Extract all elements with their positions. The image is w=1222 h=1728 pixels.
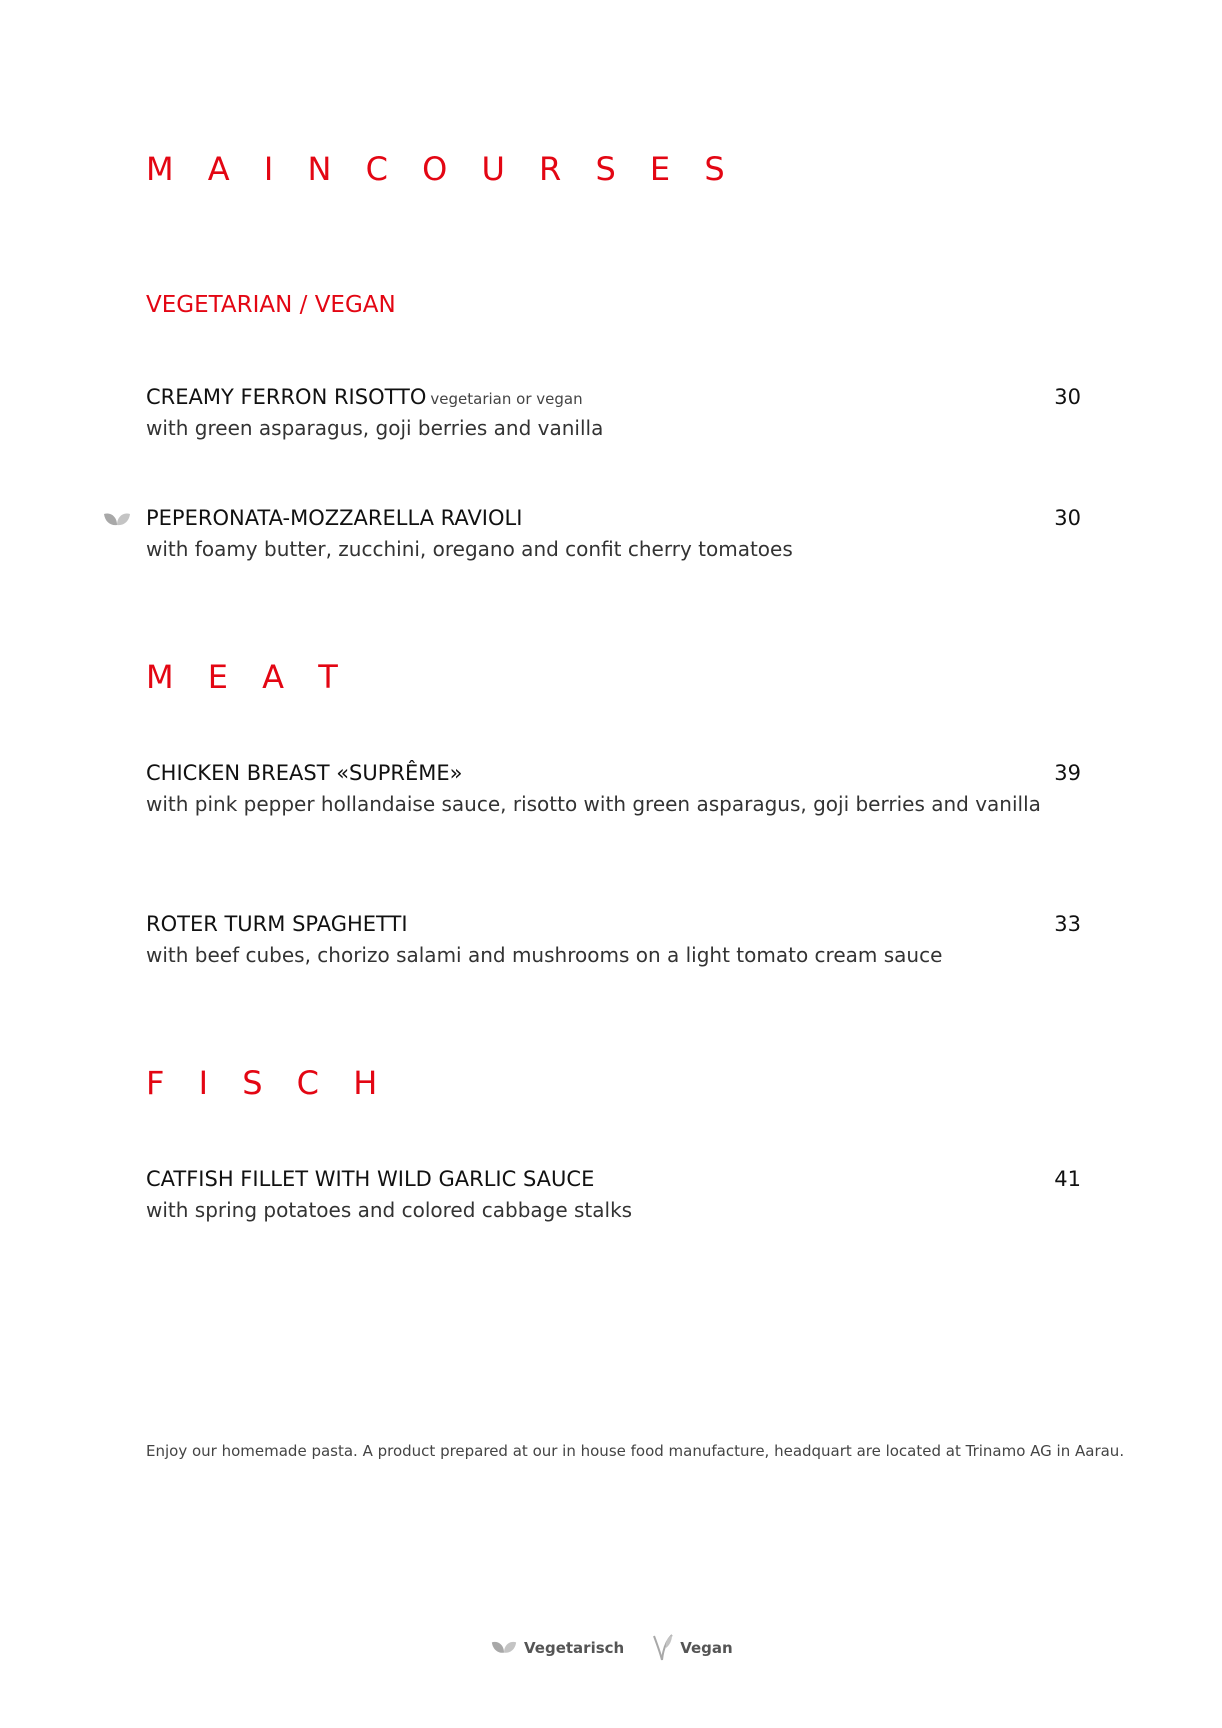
fish-heading: F I S C H — [146, 1064, 390, 1102]
menu-item-name: ROTER TURM SPAGHETTI — [146, 912, 408, 936]
menu-item-name: CHICKEN BREAST «SUPRÊME» — [146, 761, 463, 785]
menu-item-catfish — [146, 1167, 1081, 1231]
meat-heading: M E A T — [146, 658, 350, 696]
diet-legend — [490, 1632, 759, 1664]
menu-item-name-text: CREAMY FERRON RISOTTO — [146, 385, 427, 409]
menu-item-name: PEPERONATA-MOZZARELLA RAVIOLI — [146, 506, 523, 530]
menu-item-description: with foamy butter, zucchini, oregano and confit cherry tomatoes — [146, 537, 793, 561]
menu-item-price: 30 — [1054, 506, 1081, 530]
menu-item-description: with pink pepper hollandaise sauce, risotto with green asparagus, goji berries and vanilla — [146, 792, 1041, 816]
menu-item-price: 41 — [1054, 1167, 1081, 1191]
vegan-sprout-icon — [650, 1632, 674, 1664]
menu-item-description: with beef cubes, chorizo salami and mushrooms on a light tomato cream sauce — [146, 943, 943, 967]
menu-item-spaghetti — [146, 912, 1081, 976]
footnote: Enjoy our homemade pasta. A product prepared at our in house food manufacture, headquart are located at Trinamo AG in Aarau. — [146, 1442, 1125, 1460]
menu-item-description: with spring potatoes and colored cabbage stalks — [146, 1198, 633, 1222]
vegetarian-leaf-icon — [490, 1638, 518, 1658]
vegetarian-leaf-icon — [102, 510, 132, 530]
legend-vegetarian-label: Vegetarisch — [524, 1639, 625, 1657]
menu-item-price: 39 — [1054, 761, 1081, 785]
legend-vegan — [650, 1632, 733, 1664]
menu-item-description: with green asparagus, goji berries and vanilla — [146, 416, 604, 440]
legend-vegetarian — [490, 1638, 624, 1658]
menu-item-chicken-breast — [146, 761, 1081, 825]
menu-item-name — [146, 385, 583, 409]
menu-item-price: 33 — [1054, 912, 1081, 936]
maincourses-heading: M A I N C O U R S E S — [146, 150, 737, 188]
menu-item-name: CATFISH FILLET WITH WILD GARLIC SAUCE — [146, 1167, 595, 1191]
menu-item-note: vegetarian or vegan — [430, 390, 583, 408]
legend-vegan-label: Vegan — [680, 1639, 733, 1657]
menu-item-risotto — [146, 385, 1081, 449]
menu-item-ravioli — [146, 506, 1081, 570]
menu-item-price: 30 — [1054, 385, 1081, 409]
vegetarian-vegan-heading: VEGETARIAN / VEGAN — [146, 292, 396, 318]
